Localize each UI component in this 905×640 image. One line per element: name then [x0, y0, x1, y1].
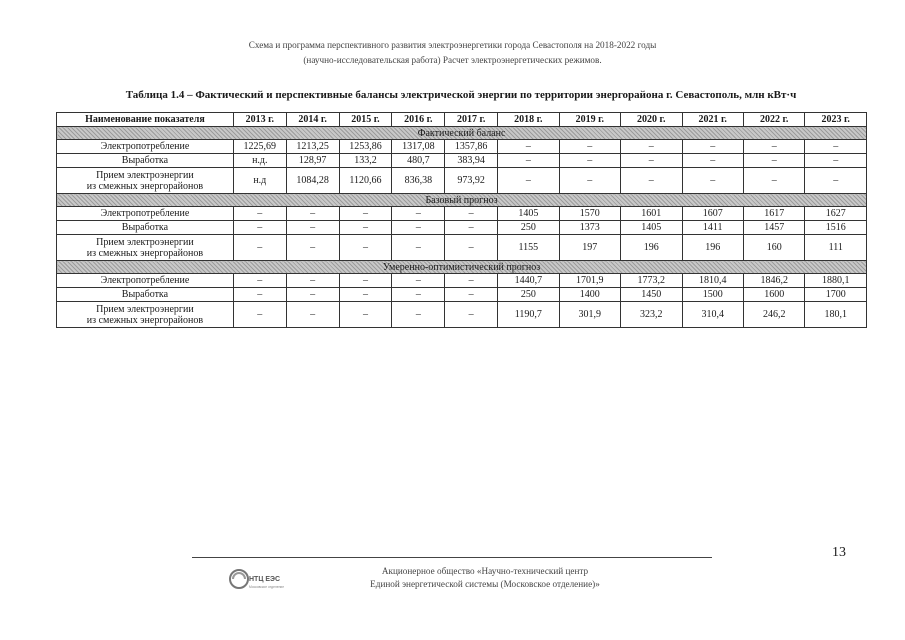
table-cell: 1607 [682, 207, 743, 221]
table-cell: 111 [805, 235, 867, 261]
table-cell: – [392, 207, 445, 221]
table-cell: 836,38 [392, 168, 445, 194]
table-cell: 250 [498, 288, 559, 302]
row-name-line: Электропотребление [100, 275, 190, 286]
table-cell: 323,2 [621, 302, 682, 328]
footer-organization [300, 565, 670, 591]
table-cell: – [339, 302, 392, 328]
table-cell: – [286, 274, 339, 288]
table-caption: Таблица 1.4 – Фактический и перспективные балансы электрической энергии по территории энергорайона г. Севастополь, млн кВт·ч [125, 89, 797, 101]
row-name-line: из смежных энергорайонов [86, 180, 204, 192]
table-cell: 1516 [805, 221, 867, 235]
row-name-line: Прием электроэнергии [96, 236, 194, 248]
table-cell: – [621, 154, 682, 168]
table-cell: – [392, 235, 445, 261]
row-name-line: Прием электроэнергии [96, 303, 194, 315]
table-cell: – [498, 168, 559, 194]
table-cell: – [233, 235, 286, 261]
table-cell: – [286, 302, 339, 328]
table-row [57, 168, 867, 194]
table-cell: 1213,25 [286, 140, 339, 154]
section-row [57, 127, 867, 140]
table-cell: – [559, 140, 620, 154]
table-row [57, 221, 867, 235]
table-cell: н.д. [233, 154, 286, 168]
table-cell: – [286, 235, 339, 261]
table-row [57, 140, 867, 154]
table-cell: 196 [621, 235, 682, 261]
table-cell: – [621, 140, 682, 154]
table-cell: – [286, 221, 339, 235]
table-cell: – [392, 274, 445, 288]
table-cell: – [392, 288, 445, 302]
table-cell: 1405 [621, 221, 682, 235]
table-cell: – [805, 168, 867, 194]
table-cell: – [233, 302, 286, 328]
table-cell: 1411 [682, 221, 743, 235]
table-cell: – [445, 288, 498, 302]
table-cell: – [233, 288, 286, 302]
table-cell: – [233, 221, 286, 235]
table-cell: – [445, 235, 498, 261]
table-cell: 1700 [805, 288, 867, 302]
row-name [57, 168, 234, 194]
column-header-year: 2020 г. [621, 113, 682, 127]
table-cell: 1500 [682, 288, 743, 302]
column-header-year: 2014 г. [286, 113, 339, 127]
section-row [57, 194, 867, 207]
column-header-indicator: Наименование показателя [57, 113, 234, 127]
table-cell: – [621, 168, 682, 194]
table-row [57, 288, 867, 302]
svg-text:Московское отделение: Московское отделение [249, 585, 285, 589]
table-cell: – [286, 288, 339, 302]
table-cell: 1400 [559, 288, 620, 302]
row-name [57, 274, 234, 288]
table-cell: 180,1 [805, 302, 867, 328]
table-cell: 1253,86 [339, 140, 392, 154]
table-cell: – [805, 140, 867, 154]
row-name-line: из смежных энергорайонов [86, 314, 204, 326]
table-cell: 246,2 [743, 302, 804, 328]
table-cell: 310,4 [682, 302, 743, 328]
table-cell: – [286, 207, 339, 221]
table-cell: – [445, 302, 498, 328]
ntc-ees-logo [228, 565, 285, 597]
table-cell: – [498, 154, 559, 168]
row-name [57, 207, 234, 221]
table-cell: 1627 [805, 207, 867, 221]
section-title: Базовый прогноз [57, 194, 867, 207]
table-cell: – [743, 154, 804, 168]
table-cell: 160 [743, 235, 804, 261]
row-name [57, 302, 234, 328]
section-title: Фактический баланс [57, 127, 867, 140]
table-cell: – [392, 302, 445, 328]
table-cell: 1155 [498, 235, 559, 261]
table-cell: 1120,66 [339, 168, 392, 194]
table-cell: – [445, 207, 498, 221]
table-cell: 1457 [743, 221, 804, 235]
svg-text:НТЦ ЕЭС: НТЦ ЕЭС [249, 576, 281, 583]
table-cell: – [445, 221, 498, 235]
table-cell: 1570 [559, 207, 620, 221]
table-cell: – [233, 207, 286, 221]
table-cell: 196 [682, 235, 743, 261]
table-cell: 197 [559, 235, 620, 261]
header-line-2: (научно-исследовательская работа) Расчет электроэнергетических режимов. [303, 55, 602, 65]
column-header-year: 2022 г. [743, 113, 804, 127]
table-row [57, 302, 867, 328]
table-cell: – [339, 221, 392, 235]
table-cell: – [559, 168, 620, 194]
table-cell: – [445, 274, 498, 288]
row-name [57, 235, 234, 261]
table-cell: 480,7 [392, 154, 445, 168]
table-cell: – [233, 274, 286, 288]
table-cell: 1225,69 [233, 140, 286, 154]
footer-divider [192, 557, 712, 558]
table-cell: – [339, 274, 392, 288]
row-name-line: Электропотребление [100, 141, 190, 152]
table-row [57, 154, 867, 168]
table-row [57, 274, 867, 288]
table-row [57, 235, 867, 261]
row-name-line: Выработка [121, 222, 169, 233]
column-header-year: 2021 г. [682, 113, 743, 127]
section-title: Умеренно-оптимистический прогноз [57, 261, 867, 274]
table-cell: 1405 [498, 207, 559, 221]
table-cell: 383,94 [445, 154, 498, 168]
table-cell: н.д [233, 168, 286, 194]
table-cell: – [682, 154, 743, 168]
table-cell: 133,2 [339, 154, 392, 168]
table-cell: 1450 [621, 288, 682, 302]
row-name-line: из смежных энергорайонов [86, 247, 204, 259]
table-cell: – [743, 140, 804, 154]
table-header-row [57, 113, 867, 127]
row-name [57, 288, 234, 302]
column-header-year: 2023 г. [805, 113, 867, 127]
table-cell: 1084,28 [286, 168, 339, 194]
table-cell: – [805, 154, 867, 168]
table-cell: 1440,7 [498, 274, 559, 288]
table-cell: 250 [498, 221, 559, 235]
footer-line-1: Акционерное общество «Научно-технический центр [381, 566, 589, 576]
table-cell: – [682, 168, 743, 194]
table-cell: 1190,7 [498, 302, 559, 328]
table-cell: – [339, 288, 392, 302]
table-cell: 1373 [559, 221, 620, 235]
table-cell: – [392, 221, 445, 235]
table-cell: 1317,08 [392, 140, 445, 154]
table-cell: 1617 [743, 207, 804, 221]
table-cell: – [559, 154, 620, 168]
row-name-line: Выработка [121, 155, 169, 166]
column-header-year: 2013 г. [233, 113, 286, 127]
row-name-line: Электропотребление [100, 208, 190, 219]
table-cell: 1600 [743, 288, 804, 302]
table-cell: 1601 [621, 207, 682, 221]
column-header-year: 2018 г. [498, 113, 559, 127]
column-header-year: 2015 г. [339, 113, 392, 127]
section-row [57, 261, 867, 274]
row-name [57, 154, 234, 168]
table-cell: – [682, 140, 743, 154]
footer-line-2: Единой энергетической системы (Московское отделение)» [370, 579, 600, 589]
table-cell: – [339, 207, 392, 221]
table-row [57, 207, 867, 221]
row-name [57, 140, 234, 154]
column-header-year: 2019 г. [559, 113, 620, 127]
document-header [0, 38, 905, 68]
table-cell: 1880,1 [805, 274, 867, 288]
header-line-1: Схема и программа перспективного развития электроэнергетики города Севастополя на 2018-2022 годы [248, 40, 657, 50]
row-name-line: Прием электроэнергии [96, 169, 194, 181]
table-cell: 1810,4 [682, 274, 743, 288]
table-cell: 973,92 [445, 168, 498, 194]
table-cell: – [743, 168, 804, 194]
column-header-year: 2016 г. [392, 113, 445, 127]
column-header-year: 2017 г. [445, 113, 498, 127]
table-cell: 1701,9 [559, 274, 620, 288]
table-cell: 128,97 [286, 154, 339, 168]
table-cell: 1846,2 [743, 274, 804, 288]
table-cell: 1357,86 [445, 140, 498, 154]
table-cell: – [339, 235, 392, 261]
table-cell: 1773,2 [621, 274, 682, 288]
row-name [57, 221, 234, 235]
row-name-line: Выработка [121, 289, 169, 300]
table-cell: – [498, 140, 559, 154]
table-cell: 301,9 [559, 302, 620, 328]
balance-table [56, 112, 867, 328]
page-number: 13 [832, 545, 846, 560]
